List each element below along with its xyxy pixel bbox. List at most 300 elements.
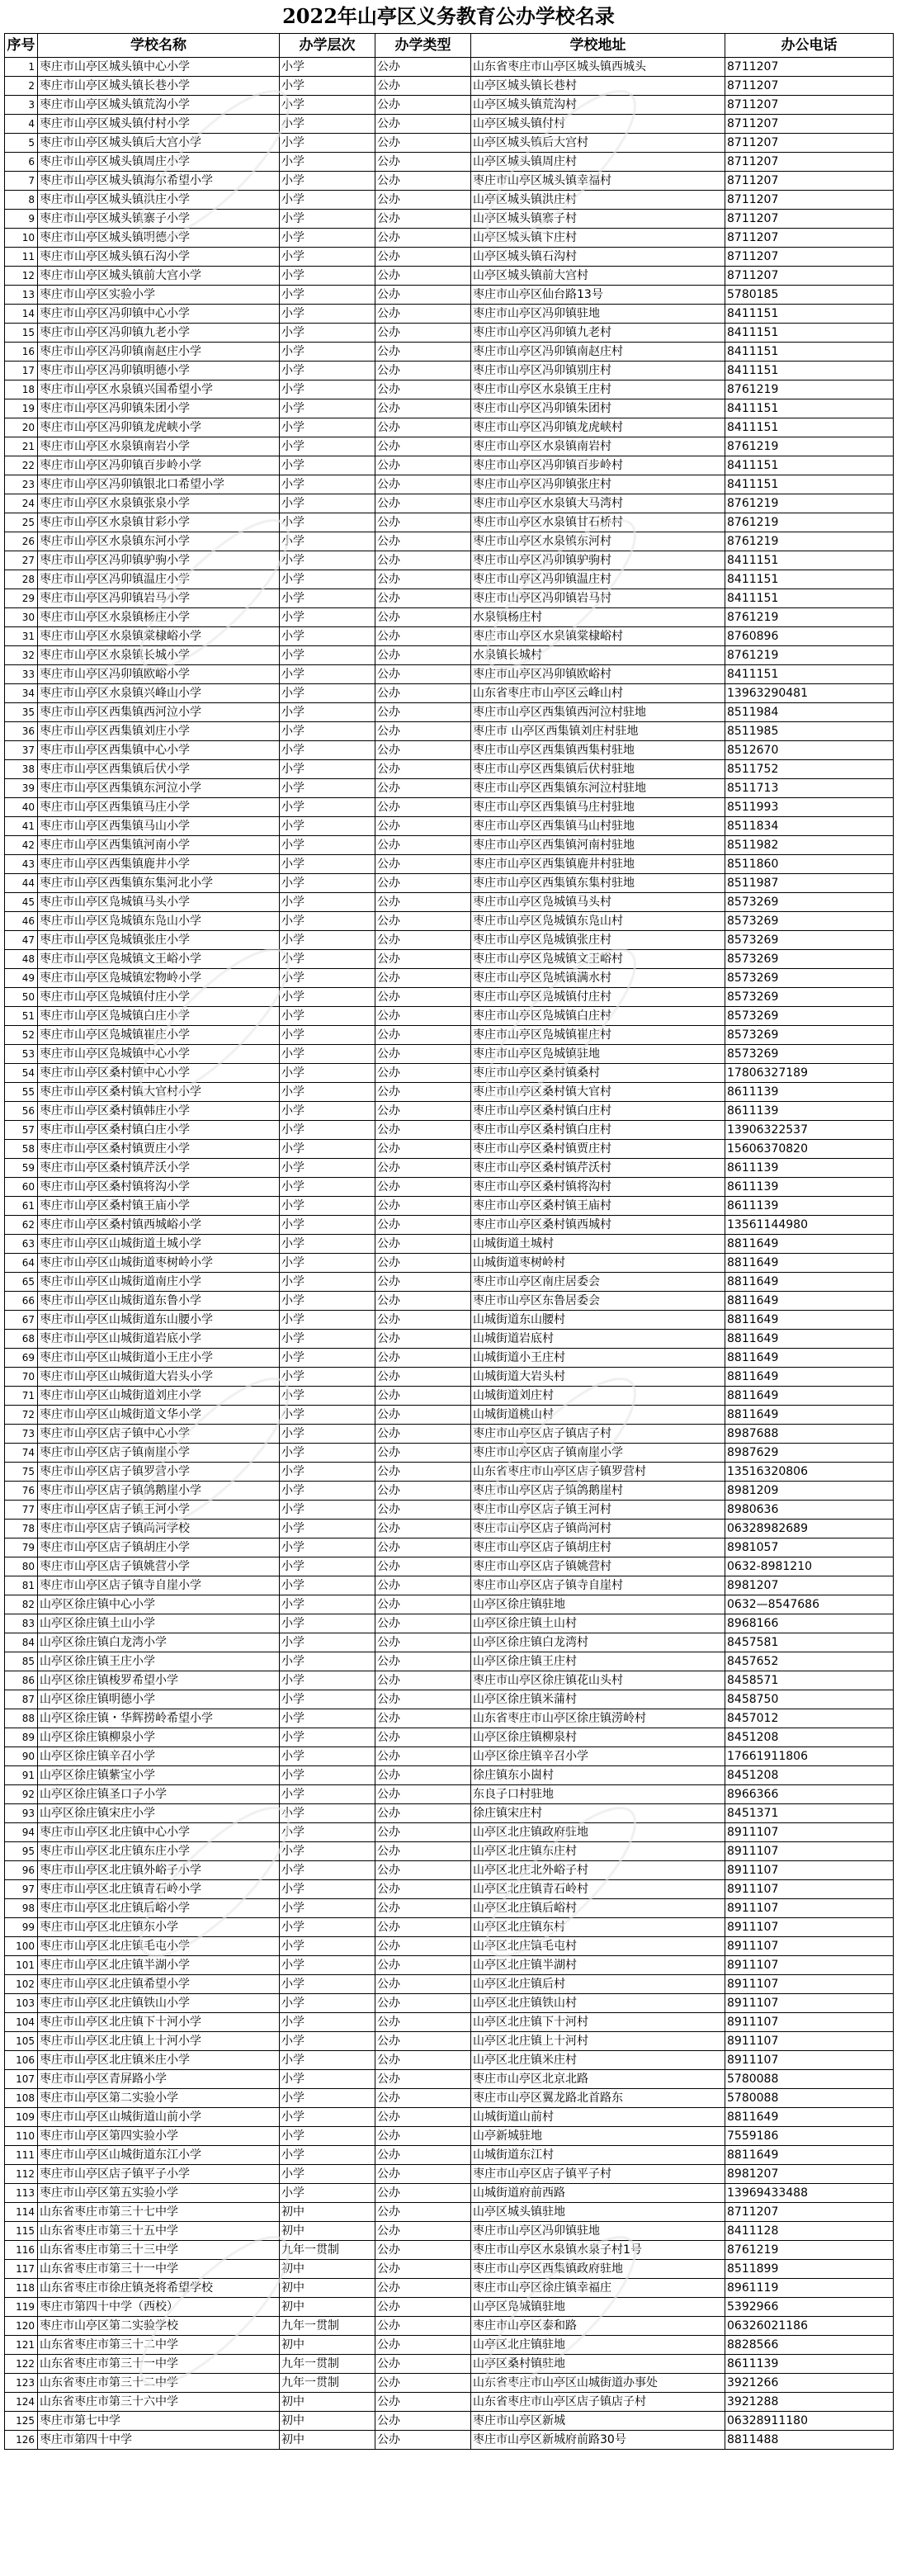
cell-phone: 8911107	[725, 1823, 894, 1842]
cell-phone: 8573269	[725, 1045, 894, 1064]
cell-school-name: 枣庄市山亭区山城街道土城小学	[38, 1235, 280, 1254]
table-row	[5, 2393, 894, 2412]
cell-phone: 8411128	[725, 2222, 894, 2241]
cell-address: 山亭区徐庄镇王庄村	[471, 1652, 725, 1671]
cell-level: 小学	[280, 570, 375, 589]
cell-address: 山亭区北庄镇半湖村	[471, 1956, 725, 1975]
cell-phone: 8981207	[725, 2165, 894, 2184]
cell-index: 32	[5, 646, 38, 665]
cell-type: 公办	[375, 532, 471, 551]
cell-type: 公办	[375, 1121, 471, 1140]
table-row	[5, 2355, 894, 2374]
cell-school-name: 枣庄市山亭区山城街道山前小学	[38, 2108, 280, 2127]
header-row	[5, 34, 894, 58]
cell-address: 枣庄市山亭区新城府前路30号	[471, 2431, 725, 2450]
cell-school-name: 枣庄市山亭区第四实验小学	[38, 2127, 280, 2146]
cell-level: 小学	[280, 1709, 375, 1728]
cell-level: 小学	[280, 627, 375, 646]
cell-address: 山亭区城头镇长巷村	[471, 77, 725, 96]
cell-phone: 8573269	[725, 931, 894, 950]
cell-type: 公办	[375, 305, 471, 324]
cell-address: 枣庄市山亭区桑村镇桑村	[471, 1064, 725, 1083]
cell-address: 山东省枣庄市山亭区云峰山村	[471, 684, 725, 703]
cell-index: 21	[5, 437, 38, 456]
cell-index: 93	[5, 1804, 38, 1823]
cell-index: 4	[5, 115, 38, 134]
cell-index: 49	[5, 969, 38, 988]
table-row	[5, 779, 894, 798]
cell-phone: 8411151	[725, 399, 894, 418]
cell-type: 公办	[375, 1159, 471, 1178]
cell-school-name: 枣庄市山亭区山城街道岩底小学	[38, 1330, 280, 1349]
cell-type: 公办	[375, 1463, 471, 1482]
cell-school-name: 枣庄市山亭区城头镇周庄小学	[38, 153, 280, 172]
table-row	[5, 1501, 894, 1520]
cell-index: 47	[5, 931, 38, 950]
cell-level: 初中	[280, 2431, 375, 2450]
table-row	[5, 760, 894, 779]
table-row	[5, 1975, 894, 1994]
cell-phone: 8573269	[725, 969, 894, 988]
cell-level: 小学	[280, 77, 375, 96]
cell-phone: 8968166	[725, 1614, 894, 1633]
table-row	[5, 1292, 894, 1311]
cell-type: 公办	[375, 1444, 471, 1463]
cell-index: 61	[5, 1197, 38, 1216]
cell-school-name: 山亭区徐庄镇土山小学	[38, 1614, 280, 1633]
cell-phone: 8981209	[725, 1482, 894, 1501]
cell-school-name: 枣庄市山亭区山城街道南庄小学	[38, 1273, 280, 1292]
table-row	[5, 532, 894, 551]
cell-type: 公办	[375, 1216, 471, 1235]
table-row	[5, 1880, 894, 1899]
cell-level: 小学	[280, 1330, 375, 1349]
cell-phone: 8711207	[725, 134, 894, 153]
cell-level: 小学	[280, 760, 375, 779]
cell-school-name: 枣庄市山亭区水泉镇长城小学	[38, 646, 280, 665]
cell-school-name: 枣庄市山亭区北庄镇青石岭小学	[38, 1880, 280, 1899]
cell-type: 公办	[375, 1747, 471, 1766]
table-row	[5, 248, 894, 267]
cell-type: 公办	[375, 855, 471, 874]
cell-school-name: 枣庄市山亭区冯卯镇南赵庄小学	[38, 343, 280, 362]
table-row	[5, 1633, 894, 1652]
cell-school-name: 枣庄市山亭区城头镇荒沟小学	[38, 96, 280, 115]
table-row	[5, 96, 894, 115]
table-row	[5, 1709, 894, 1728]
table-row	[5, 1842, 894, 1861]
cell-address: 枣庄市山亭区凫城镇张庄村	[471, 931, 725, 950]
cell-phone: 8911107	[725, 1994, 894, 2013]
table-row	[5, 798, 894, 817]
cell-index: 26	[5, 532, 38, 551]
cell-address: 枣庄市山亭区店子镇平子村	[471, 2165, 725, 2184]
cell-address: 山城街道山前村	[471, 2108, 725, 2127]
cell-phone: 13516320806	[725, 1463, 894, 1482]
cell-phone: 8511985	[725, 722, 894, 741]
cell-address: 山亭区城头镇石沟村	[471, 248, 725, 267]
cell-phone: 8711207	[725, 210, 894, 229]
cell-type: 公办	[375, 1785, 471, 1804]
cell-level: 小学	[280, 1633, 375, 1652]
cell-index: 60	[5, 1178, 38, 1197]
cell-index: 14	[5, 305, 38, 324]
cell-level: 小学	[280, 798, 375, 817]
table-row	[5, 836, 894, 855]
cell-index: 8	[5, 191, 38, 210]
cell-type: 公办	[375, 153, 471, 172]
table-row	[5, 494, 894, 513]
cell-index: 5	[5, 134, 38, 153]
cell-type: 公办	[375, 513, 471, 532]
cell-address: 枣庄市山亭区西集镇西河泣村驻地	[471, 703, 725, 722]
cell-index: 106	[5, 2051, 38, 2070]
cell-level: 小学	[280, 1254, 375, 1273]
cell-school-name: 枣庄市山亭区西集镇马庄小学	[38, 798, 280, 817]
cell-index: 79	[5, 1539, 38, 1557]
cell-index: 119	[5, 2298, 38, 2317]
cell-address: 枣庄市山亭区水泉镇南岩村	[471, 437, 725, 456]
cell-type: 公办	[375, 912, 471, 931]
cell-index: 76	[5, 1482, 38, 1501]
cell-level: 小学	[280, 2089, 375, 2108]
table-row	[5, 2013, 894, 2032]
cell-school-name: 枣庄市山亭区城头镇寨子小学	[38, 210, 280, 229]
table-row	[5, 1406, 894, 1425]
cell-address: 山亭区北庄镇米庄村	[471, 2051, 725, 2070]
cell-phone: 8761219	[725, 608, 894, 627]
cell-level: 小学	[280, 1425, 375, 1444]
cell-type: 公办	[375, 58, 471, 77]
cell-school-name: 枣庄市山亭区店子镇寺自崖小学	[38, 1576, 280, 1595]
cell-type: 公办	[375, 2241, 471, 2260]
cell-index: 73	[5, 1425, 38, 1444]
cell-index: 107	[5, 2070, 38, 2089]
table-row	[5, 1387, 894, 1406]
cell-type: 公办	[375, 1728, 471, 1747]
table-row	[5, 817, 894, 836]
cell-level: 小学	[280, 931, 375, 950]
table-row	[5, 1614, 894, 1633]
table-row	[5, 1026, 894, 1045]
cell-phone: 8711207	[725, 2203, 894, 2222]
table-row	[5, 1804, 894, 1823]
cell-school-name: 山亭区徐庄镇紫宝小学	[38, 1766, 280, 1785]
cell-school-name: 枣庄市山亭区山城街道东鲁小学	[38, 1292, 280, 1311]
cell-phone: 8981057	[725, 1539, 894, 1557]
cell-type: 公办	[375, 494, 471, 513]
cell-school-name: 山亭区徐庄镇王庄小学	[38, 1652, 280, 1671]
cell-address: 山亭区城头镇周庄村	[471, 153, 725, 172]
cell-phone: 8811649	[725, 1349, 894, 1368]
cell-index: 2	[5, 77, 38, 96]
cell-level: 小学	[280, 58, 375, 77]
cell-level: 小学	[280, 96, 375, 115]
cell-level: 小学	[280, 1026, 375, 1045]
cell-level: 小学	[280, 2032, 375, 2051]
cell-school-name: 枣庄市山亭区城头镇海尔希望小学	[38, 172, 280, 191]
table-row	[5, 1823, 894, 1842]
cell-index: 86	[5, 1671, 38, 1690]
cell-type: 公办	[375, 115, 471, 134]
cell-level: 小学	[280, 229, 375, 248]
cell-index: 108	[5, 2089, 38, 2108]
cell-address: 山东省枣庄市山亭区店子镇罗营村	[471, 1463, 725, 1482]
cell-phone: 8811649	[725, 2108, 894, 2127]
cell-address: 枣庄市山亭区翼龙路北首路东	[471, 2089, 725, 2108]
cell-index: 20	[5, 418, 38, 437]
cell-phone: 8811649	[725, 1330, 894, 1349]
cell-level: 小学	[280, 893, 375, 912]
cell-type: 公办	[375, 551, 471, 570]
cell-school-name: 山东省枣庄市第三十六中学	[38, 2393, 280, 2412]
cell-index: 62	[5, 1216, 38, 1235]
cell-level: 小学	[280, 874, 375, 893]
table-row	[5, 475, 894, 494]
cell-address: 枣庄市山亭区新城	[471, 2412, 725, 2431]
cell-index: 91	[5, 1766, 38, 1785]
cell-index: 30	[5, 608, 38, 627]
cell-level: 小学	[280, 305, 375, 324]
table-row	[5, 2431, 894, 2450]
cell-phone: 8573269	[725, 988, 894, 1007]
table-row	[5, 969, 894, 988]
cell-phone: 8811649	[725, 1311, 894, 1330]
cell-level: 小学	[280, 1728, 375, 1747]
cell-school-name: 枣庄市山亭区第五实验小学	[38, 2184, 280, 2203]
cell-phone: 8611139	[725, 1178, 894, 1197]
table-row	[5, 855, 894, 874]
cell-index: 64	[5, 1254, 38, 1273]
cell-level: 小学	[280, 665, 375, 684]
cell-level: 小学	[280, 1899, 375, 1918]
cell-address: 枣庄市山亭区店子镇寺自崖村	[471, 1576, 725, 1595]
cell-type: 公办	[375, 96, 471, 115]
cell-level: 小学	[280, 1159, 375, 1178]
cell-school-name: 枣庄市山亭区西集镇刘庄小学	[38, 722, 280, 741]
cell-level: 小学	[280, 2127, 375, 2146]
cell-school-name: 枣庄市山亭区北庄镇东小学	[38, 1918, 280, 1937]
cell-type: 公办	[375, 2203, 471, 2222]
cell-type: 公办	[375, 1956, 471, 1975]
cell-index: 57	[5, 1121, 38, 1140]
cell-phone: 8611139	[725, 1159, 894, 1178]
cell-phone: 13963290481	[725, 684, 894, 703]
cell-address: 山亭区北庄镇青石岭村	[471, 1880, 725, 1899]
cell-school-name: 枣庄市山亭区水泉镇兴国希望小学	[38, 380, 280, 399]
cell-address: 山亭区徐庄镇辛召小学	[471, 1747, 725, 1766]
cell-phone: 8411151	[725, 551, 894, 570]
cell-address: 枣庄市山亭区冯卯镇张庄村	[471, 475, 725, 494]
cell-type: 公办	[375, 2108, 471, 2127]
table-row	[5, 1652, 894, 1671]
cell-index: 65	[5, 1273, 38, 1292]
table-row	[5, 1083, 894, 1102]
cell-type: 公办	[375, 2127, 471, 2146]
cell-phone: 8573269	[725, 950, 894, 969]
cell-level: 小学	[280, 1102, 375, 1121]
cell-level: 小学	[280, 1045, 375, 1064]
table-row	[5, 703, 894, 722]
cell-school-name: 枣庄市山亭区山城街道文华小学	[38, 1406, 280, 1425]
cell-level: 小学	[280, 1557, 375, 1576]
cell-school-name: 枣庄市山亭区山城街道小王庄小学	[38, 1349, 280, 1368]
cell-index: 38	[5, 760, 38, 779]
cell-address: 枣庄市山亭区水泉镇棠棣峪村	[471, 627, 725, 646]
cell-type: 公办	[375, 779, 471, 798]
cell-address: 山亭区城头镇卞庄村	[471, 229, 725, 248]
cell-index: 39	[5, 779, 38, 798]
cell-level: 九年一贯制	[280, 2355, 375, 2374]
cell-level: 九年一贯制	[280, 2317, 375, 2336]
cell-school-name: 枣庄市山亭区桑村镇白庄小学	[38, 1121, 280, 1140]
cell-level: 小学	[280, 1216, 375, 1235]
cell-type: 公办	[375, 248, 471, 267]
cell-phone: 13969433488	[725, 2184, 894, 2203]
cell-index: 89	[5, 1728, 38, 1747]
cell-level: 小学	[280, 343, 375, 362]
cell-level: 初中	[280, 2222, 375, 2241]
cell-type: 公办	[375, 1406, 471, 1425]
cell-level: 九年一贯制	[280, 2241, 375, 2260]
cell-school-name: 枣庄市山亭区桑村镇西城峪小学	[38, 1216, 280, 1235]
cell-level: 小学	[280, 191, 375, 210]
cell-phone: 8911107	[725, 2051, 894, 2070]
cell-school-name: 枣庄市第四十中学（西校）	[38, 2298, 280, 2317]
cell-school-name: 枣庄市山亭区西集镇鹿井小学	[38, 855, 280, 874]
cell-level: 小学	[280, 1387, 375, 1406]
table-row	[5, 418, 894, 437]
cell-address: 山城街道刘庄村	[471, 1387, 725, 1406]
cell-type: 公办	[375, 2412, 471, 2431]
cell-address: 山亭区北庄镇毛屯村	[471, 1937, 725, 1956]
cell-address: 枣庄市山亭区店子镇尚河村	[471, 1520, 725, 1539]
cell-school-name: 枣庄市山亭区北庄镇希望小学	[38, 1975, 280, 1994]
cell-level: 小学	[280, 969, 375, 988]
cell-type: 公办	[375, 191, 471, 210]
cell-level: 小学	[280, 172, 375, 191]
cell-index: 103	[5, 1994, 38, 2013]
cell-address: 山亭区北庄镇东庄村	[471, 1842, 725, 1861]
cell-level: 小学	[280, 1178, 375, 1197]
table-row	[5, 627, 894, 646]
header-address: 学校地址	[471, 34, 725, 58]
table-row	[5, 324, 894, 343]
table-row	[5, 874, 894, 893]
cell-index: 3	[5, 96, 38, 115]
cell-index: 51	[5, 1007, 38, 1026]
table-row	[5, 58, 894, 77]
cell-address: 枣庄市山亭区水泉镇东河村	[471, 532, 725, 551]
cell-phone: 8711207	[725, 229, 894, 248]
cell-address: 枣庄市山亭区冯卯镇百步岭村	[471, 456, 725, 475]
cell-phone: 8451208	[725, 1766, 894, 1785]
cell-type: 公办	[375, 2431, 471, 2450]
cell-address: 山东省枣庄市山亭区山城街道办事处	[471, 2374, 725, 2393]
cell-type: 公办	[375, 665, 471, 684]
cell-address: 枣庄市山亭区桑村镇大官村	[471, 1083, 725, 1102]
cell-address: 枣庄市山亭区仙台路13号	[471, 286, 725, 305]
cell-level: 小学	[280, 646, 375, 665]
cell-address: 山亭区徐庄镇柳泉村	[471, 1728, 725, 1747]
cell-index: 22	[5, 456, 38, 475]
cell-address: 山城街道大岩头村	[471, 1368, 725, 1387]
table-row	[5, 608, 894, 627]
cell-address: 枣庄市山亭区冯卯镇驴驹村	[471, 551, 725, 570]
cell-level: 小学	[280, 1311, 375, 1330]
cell-address: 枣庄市山亭区凫城镇马头村	[471, 893, 725, 912]
cell-school-name: 枣庄市山亭区桑村镇芹沃小学	[38, 1159, 280, 1178]
table-row	[5, 1007, 894, 1026]
cell-phone: 8811488	[725, 2431, 894, 2450]
cell-phone: 3921288	[725, 2393, 894, 2412]
cell-address: 山亭区城头镇前大宫村	[471, 267, 725, 286]
cell-level: 小学	[280, 836, 375, 855]
cell-level: 小学	[280, 153, 375, 172]
table-row	[5, 1520, 894, 1539]
cell-type: 公办	[375, 874, 471, 893]
cell-level: 小学	[280, 988, 375, 1007]
cell-type: 公办	[375, 2374, 471, 2393]
cell-index: 18	[5, 380, 38, 399]
cell-level: 小学	[280, 589, 375, 608]
cell-type: 公办	[375, 1501, 471, 1520]
cell-school-name: 枣庄市山亭区北庄镇外峪子小学	[38, 1861, 280, 1880]
cell-level: 小学	[280, 1444, 375, 1463]
cell-index: 67	[5, 1311, 38, 1330]
cell-type: 公办	[375, 362, 471, 380]
cell-type: 公办	[375, 2279, 471, 2298]
cell-school-name: 枣庄市山亭区西集镇东河泣小学	[38, 779, 280, 798]
table-row	[5, 2241, 894, 2260]
cell-school-name: 枣庄市山亭区城头镇中心小学	[38, 58, 280, 77]
cell-type: 公办	[375, 703, 471, 722]
cell-phone: 8911107	[725, 1918, 894, 1937]
cell-level: 小学	[280, 1861, 375, 1880]
table-row	[5, 343, 894, 362]
table-row	[5, 2108, 894, 2127]
table-row	[5, 950, 894, 969]
cell-school-name: 枣庄市山亭区城头镇后大宫小学	[38, 134, 280, 153]
cell-phone: 8987688	[725, 1425, 894, 1444]
cell-address: 水泉镇杨庄村	[471, 608, 725, 627]
cell-address: 枣庄市山亭区凫城镇东凫山村	[471, 912, 725, 931]
table-row	[5, 153, 894, 172]
cell-type: 公办	[375, 1254, 471, 1273]
table-row	[5, 1349, 894, 1368]
cell-phone: 13906322537	[725, 1121, 894, 1140]
cell-address: 枣庄市山亭区桑村镇芹沃村	[471, 1159, 725, 1178]
cell-level: 小学	[280, 1406, 375, 1425]
cell-address: 山城街道东江村	[471, 2146, 725, 2165]
cell-address: 山亭区城头镇洪庄村	[471, 191, 725, 210]
cell-index: 46	[5, 912, 38, 931]
cell-school-name: 枣庄市山亭区桑村镇王庙小学	[38, 1197, 280, 1216]
cell-address: 山城街道桃山村	[471, 1406, 725, 1425]
cell-type: 公办	[375, 2070, 471, 2089]
cell-school-name: 枣庄市山亭区冯卯镇中心小学	[38, 305, 280, 324]
table-row	[5, 456, 894, 475]
cell-index: 125	[5, 2412, 38, 2431]
cell-index: 117	[5, 2260, 38, 2279]
cell-index: 116	[5, 2241, 38, 2260]
cell-address: 枣庄市 山亭区西集镇刘庄村驻地	[471, 722, 725, 741]
cell-phone: 8711207	[725, 248, 894, 267]
cell-school-name: 枣庄市山亭区北庄镇毛屯小学	[38, 1937, 280, 1956]
cell-type: 公办	[375, 646, 471, 665]
cell-level: 初中	[280, 2336, 375, 2355]
table-row	[5, 286, 894, 305]
